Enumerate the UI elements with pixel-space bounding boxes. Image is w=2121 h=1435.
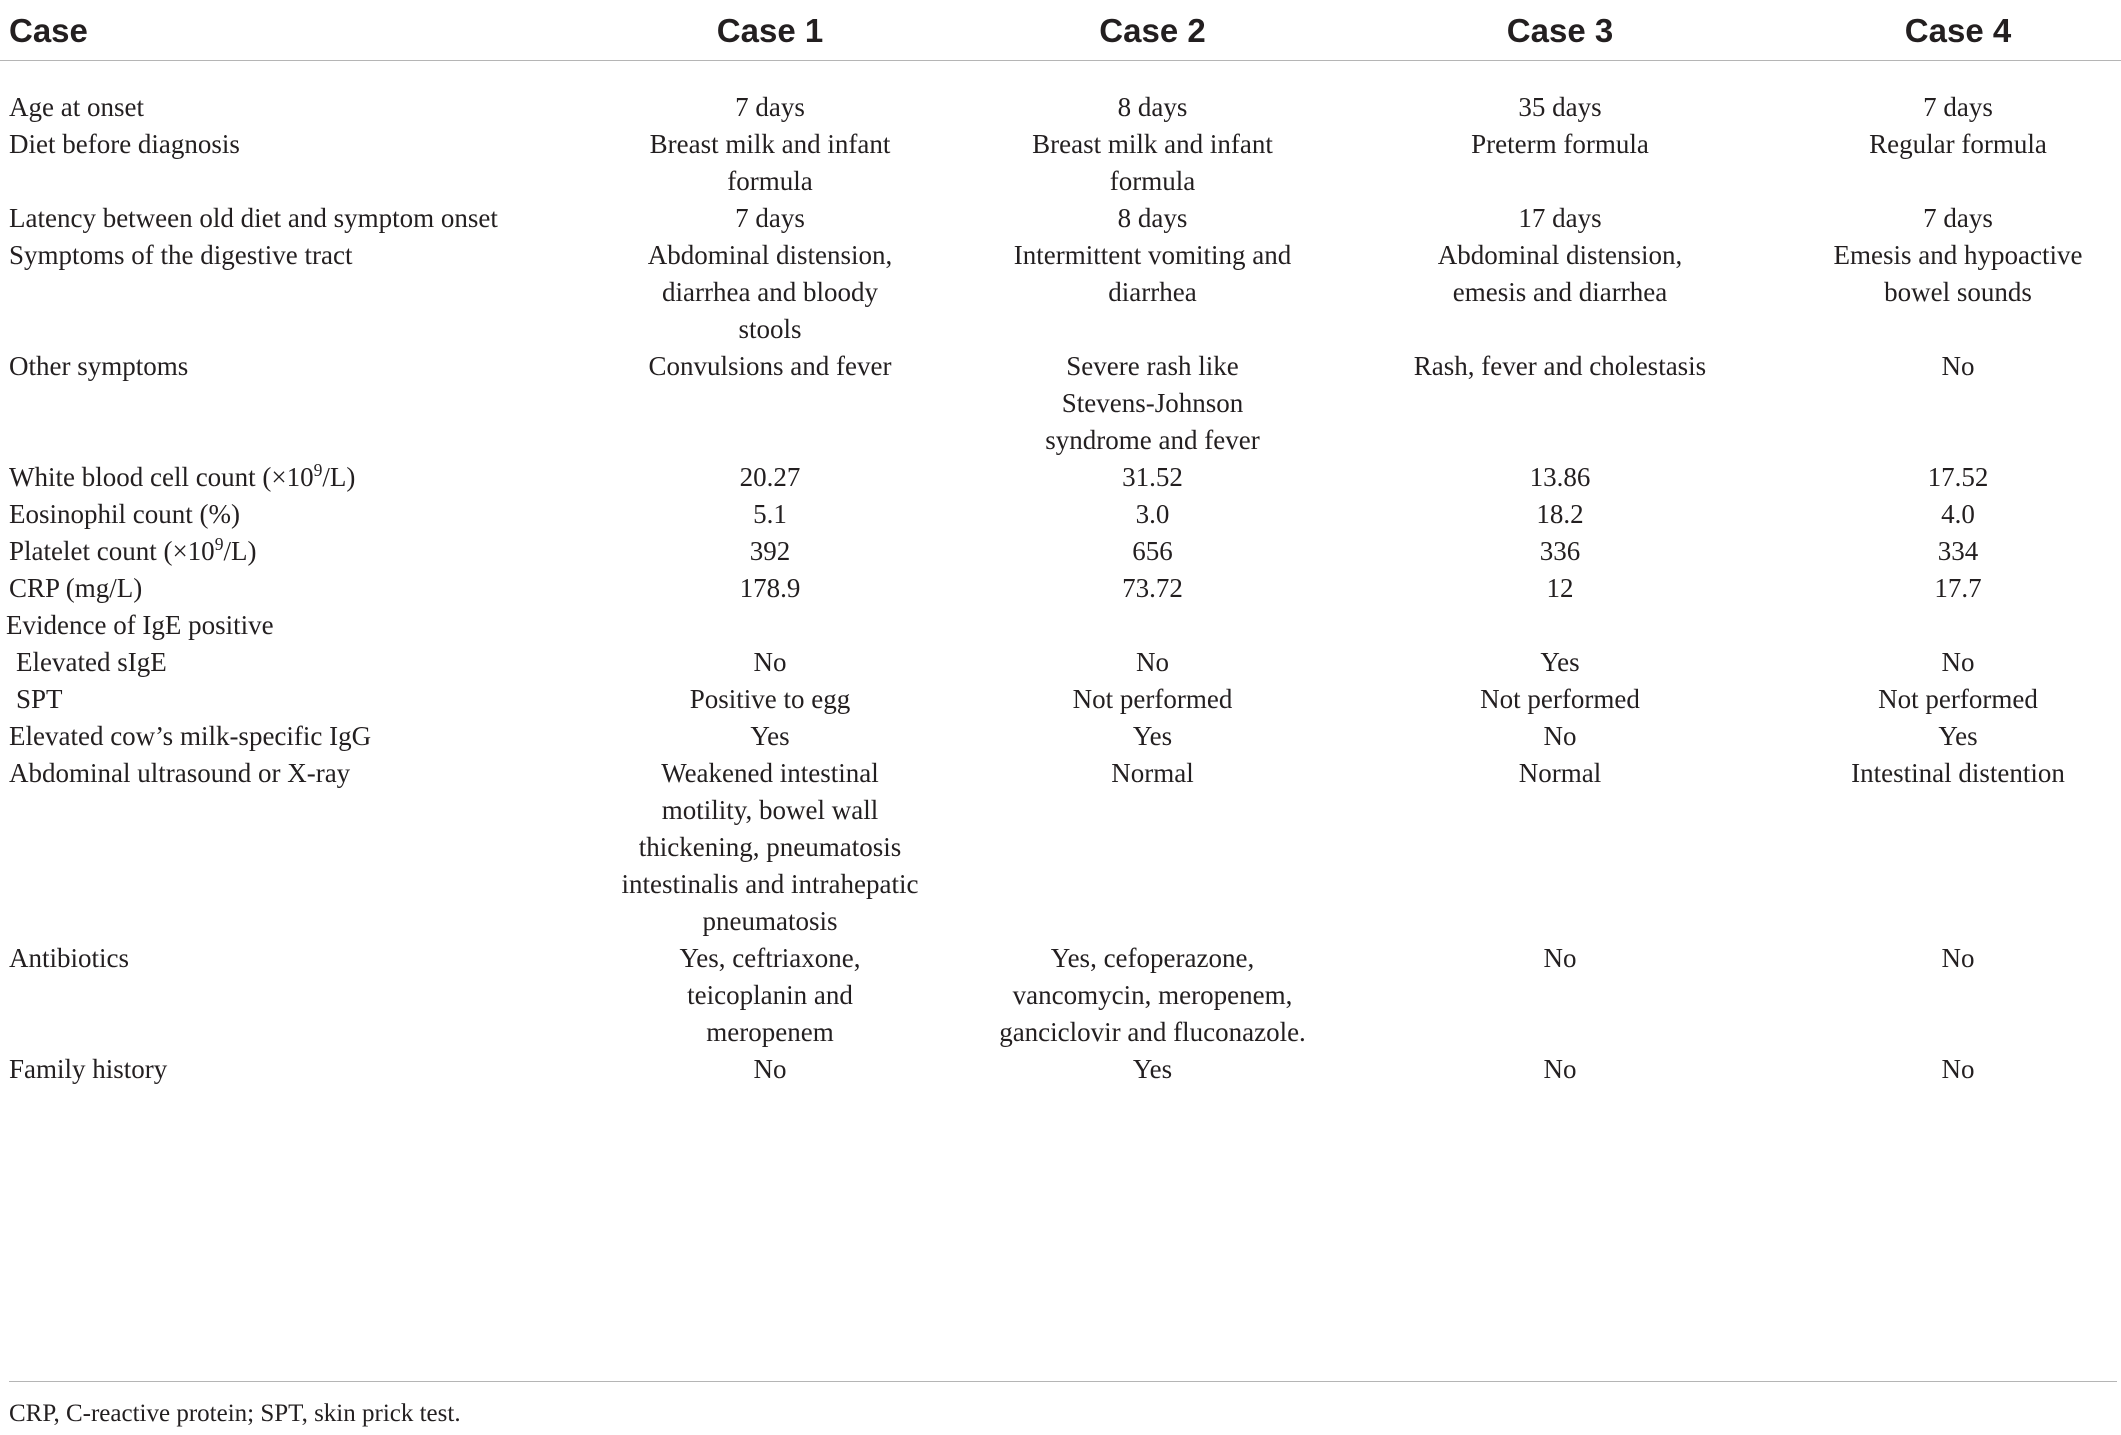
table-cell: 7 days (735, 92, 805, 122)
table-cell: 336 (1539, 536, 1581, 566)
header-case-2: Case 2 (980, 0, 1325, 61)
cell-text: Breast milk and infant formula (1032, 129, 1273, 196)
table-cell: 17.7 (1934, 573, 1982, 603)
table-cell: 656 (1132, 536, 1173, 566)
header-case-4: Case 4 (1795, 0, 2121, 61)
table-row (0, 940, 2121, 1051)
row-label: Antibiotics (9, 943, 129, 973)
table-cell: 20.27 (739, 462, 801, 492)
table-cell: Yes (750, 721, 790, 751)
table-cell: 18.2 (1536, 499, 1584, 529)
cell-text: Severe rash like Stevens-Johnson syndrome and fever (1045, 351, 1260, 455)
header-case-label: Case (0, 0, 560, 61)
table-cell (1325, 237, 1795, 348)
table-cell: Rash, fever and cholestasis (1413, 351, 1707, 381)
header-spacer (0, 61, 2121, 90)
row-label (0, 459, 560, 496)
table-cell: 7 days (735, 203, 805, 233)
row-label: Diet before diagnosis (9, 129, 240, 159)
table-cell (560, 755, 980, 940)
table-cell: Yes (1540, 647, 1580, 677)
row-label: Other symptoms (9, 351, 189, 381)
section-label: Evidence of IgE positive (6, 610, 274, 640)
table-cell (980, 940, 1325, 1051)
table-row (0, 570, 2121, 607)
label-text: Platelet count (×10 (9, 536, 215, 566)
footnote-divider (9, 1381, 2117, 1382)
table-row (0, 496, 2121, 533)
row-label: SPT (16, 684, 63, 714)
table-footnote: CRP, C-reactive protein; SPT, skin prick test. (9, 1400, 461, 1427)
table-cell: 4.0 (1941, 499, 1975, 529)
table-cell (980, 126, 1325, 200)
table-row (0, 126, 2121, 200)
label-unit: /L) (223, 536, 257, 566)
row-label: Eosinophil count (%) (9, 499, 240, 529)
cell-text: Abdominal distension, diarrhea and bloody stools (647, 240, 893, 344)
label-exponent: 9 (214, 534, 224, 554)
table-cell: No (1941, 943, 1975, 973)
label-exponent: 9 (313, 460, 323, 480)
table-cell: 7 days (1923, 203, 1993, 233)
table-row (0, 533, 2121, 570)
table-cell: No (1941, 647, 1975, 677)
table-row (0, 237, 2121, 348)
table-cell: 73.72 (1122, 573, 1183, 603)
table-row (0, 1051, 2121, 1088)
table-cell: 8 days (1117, 92, 1188, 122)
header-case-1: Case 1 (560, 0, 980, 61)
row-label: Elevated sIgE (16, 647, 167, 677)
row-label: Family history (9, 1054, 168, 1084)
table-row (0, 644, 2121, 681)
table-cell: No (1543, 721, 1577, 751)
header-case-3: Case 3 (1325, 0, 1795, 61)
row-label: Age at onset (9, 92, 144, 122)
label-unit: /L) (322, 462, 356, 492)
table-cell: Preterm formula (1471, 129, 1649, 159)
table-cell: Yes (1132, 1054, 1173, 1084)
row-label: Elevated cow’s milk-specific IgG (9, 721, 372, 751)
table-cell: No (1136, 647, 1169, 677)
table-cell: No (753, 1054, 787, 1084)
table-cell (560, 126, 980, 200)
row-label (0, 533, 560, 570)
table-cell: Intestinal distention (1851, 758, 2065, 788)
table-row (0, 89, 2121, 126)
table-cell: No (1941, 351, 1975, 381)
table-cell: 392 (749, 536, 791, 566)
table-cell (560, 237, 980, 348)
table-row (0, 718, 2121, 755)
table-cell: 31.52 (1122, 462, 1183, 492)
cell-text: Yes, ceftriaxone, teicoplanin and meropenem (679, 943, 861, 1047)
table-cell: Normal (1111, 758, 1194, 788)
cell-text: Abdominal distension, emesis and diarrhea (1437, 240, 1683, 307)
table-cell: Not performed (1072, 684, 1233, 714)
table-row (0, 348, 2121, 459)
table-cell: No (753, 647, 787, 677)
row-label: Latency between old diet and symptom onset (9, 203, 498, 233)
cell-text: Yes, cefoperazone, vancomycin, meropenem, ganciclovir and fluconazole. (999, 943, 1306, 1047)
header-row (0, 0, 2121, 61)
table-cell: Regular formula (1869, 129, 2047, 159)
table-cell: Convulsions and fever (648, 351, 892, 381)
table-cell: 334 (1937, 536, 1979, 566)
table-cell: 3.0 (1135, 499, 1170, 529)
table-cell: 13.86 (1529, 462, 1591, 492)
table-cell (980, 348, 1325, 459)
cell-text: Intermittent vomiting and diarrhea (1013, 240, 1292, 307)
table-cell: 178.9 (739, 573, 801, 603)
table-cell: 17.52 (1927, 462, 1989, 492)
table-row (0, 681, 2121, 718)
table-cell: No (1543, 943, 1577, 973)
cell-text: Emesis and hypoactive bowel sounds (1833, 240, 2083, 307)
label-text: White blood cell count (×10 (9, 462, 314, 492)
table-cell: No (1543, 1054, 1577, 1084)
section-row (0, 607, 2121, 644)
table-cell: Yes (1938, 721, 1978, 751)
table-cell: Normal (1518, 758, 1602, 788)
table-row (0, 755, 2121, 940)
table-cell (1795, 237, 2121, 348)
table-row (0, 459, 2121, 496)
table-cell: Yes (1132, 721, 1173, 751)
table-cell: 5.1 (753, 499, 787, 529)
table-cell: 35 days (1518, 92, 1602, 122)
cell-text: Breast milk and infant formula (649, 129, 891, 196)
row-label: Abdominal ultrasound or X-ray (9, 758, 351, 788)
table-cell: 7 days (1923, 92, 1993, 122)
table-cell: No (1941, 1054, 1975, 1084)
table-cell: 8 days (1117, 203, 1188, 233)
row-label: CRP (mg/L) (9, 573, 143, 603)
table-cell: 12 (1546, 573, 1574, 603)
table-cell (980, 237, 1325, 348)
table-cell: Not performed (1878, 684, 2038, 714)
table-cell (560, 940, 980, 1051)
table-cell: 17 days (1518, 203, 1602, 233)
table-cell: Not performed (1480, 684, 1640, 714)
row-label: Symptoms of the digestive tract (9, 240, 353, 270)
cell-text: Weakened intestinal motility, bowel wall thickening, pneumatosis intestinalis and intrahepatic pneumatosis (621, 758, 919, 936)
table-cell: Positive to egg (689, 684, 851, 714)
table-row (0, 200, 2121, 237)
